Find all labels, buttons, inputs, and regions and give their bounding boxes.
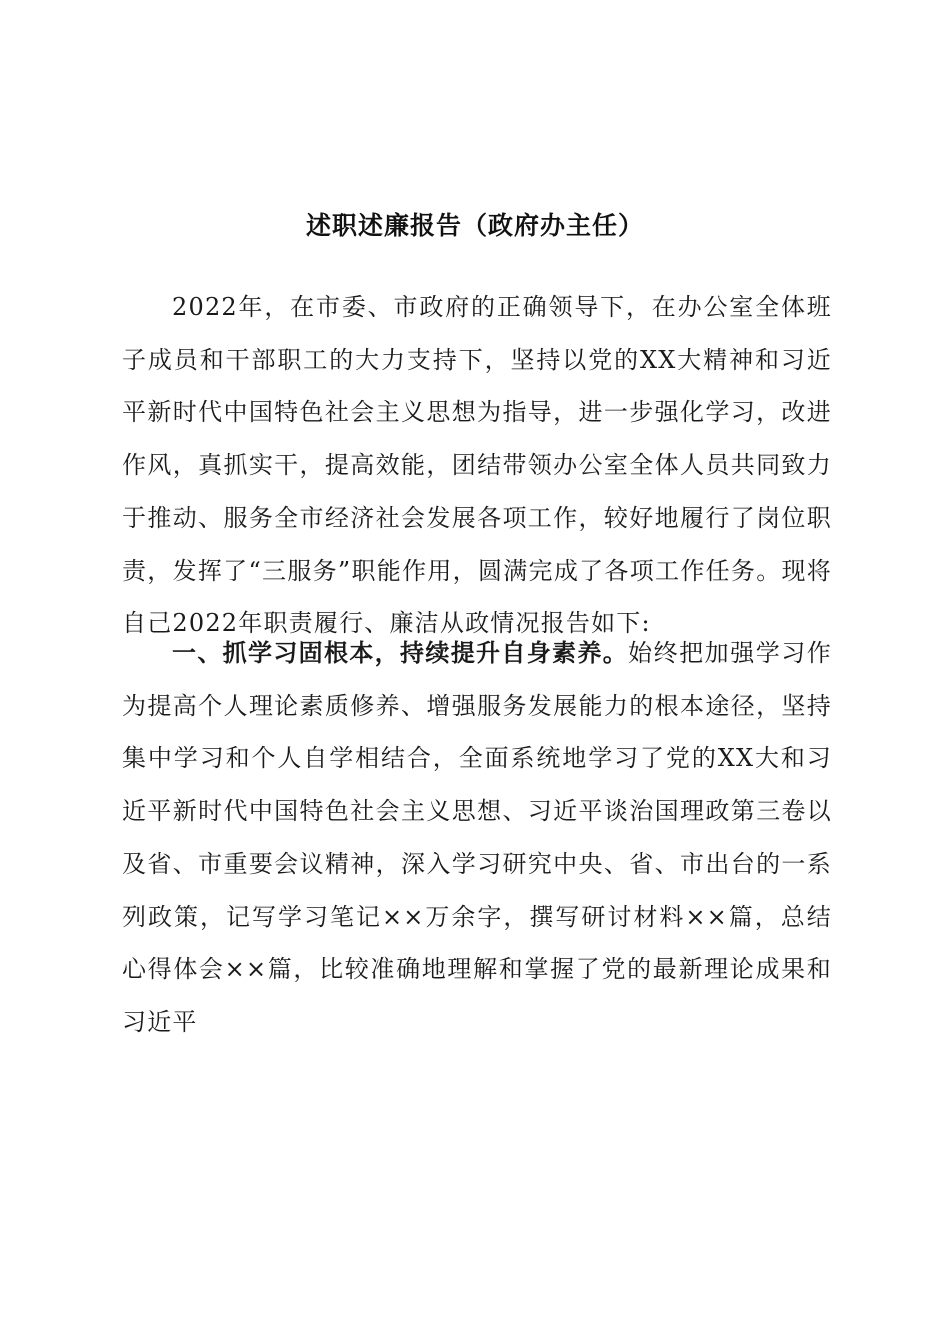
section-one-heading: 一、抓学习固根本，持续提升自身素养。 — [172, 639, 629, 667]
section-one-paragraph — [122, 627, 832, 1049]
section-one-body: 始终把加强学习作为提高个人理论素质修养、增强服务发展能力的根本途径，坚持集中学习和个人自学相结合，全面系统地学习了党的XX大和习近平新时代中国特色社会主义思想、习近平谈治国理政第三卷以及省、市重要会议精神，深入学习研究中央、省、市出台的一系列政策，记写学习笔记××万余字，撰写研讨材料××篇，总结心得体会××篇，比较准确地理解和掌握了党的最新理论成果和习近平 — [122, 639, 832, 1036]
document-title: 述职述廉报告（政府办主任） — [305, 211, 644, 240]
intro-paragraph: 2022年，在市委、市政府的正确领导下，在办公室全体班子成员和干部职工的大力支持下，坚持以党的XX大精神和习近平新时代中国特色社会主义思想为指导，进一步强化学习，改进作风，真抓实干，提高效能，团结带领办公室全体人员共同致力于推动、服务全市经济社会发展各项工作，较好地履行了岗位职责，发挥了“三服务”职能作用，圆满完成了各项工作任务。现将自己2022年职责履行、廉洁从政情况报告如下: — [122, 293, 832, 638]
